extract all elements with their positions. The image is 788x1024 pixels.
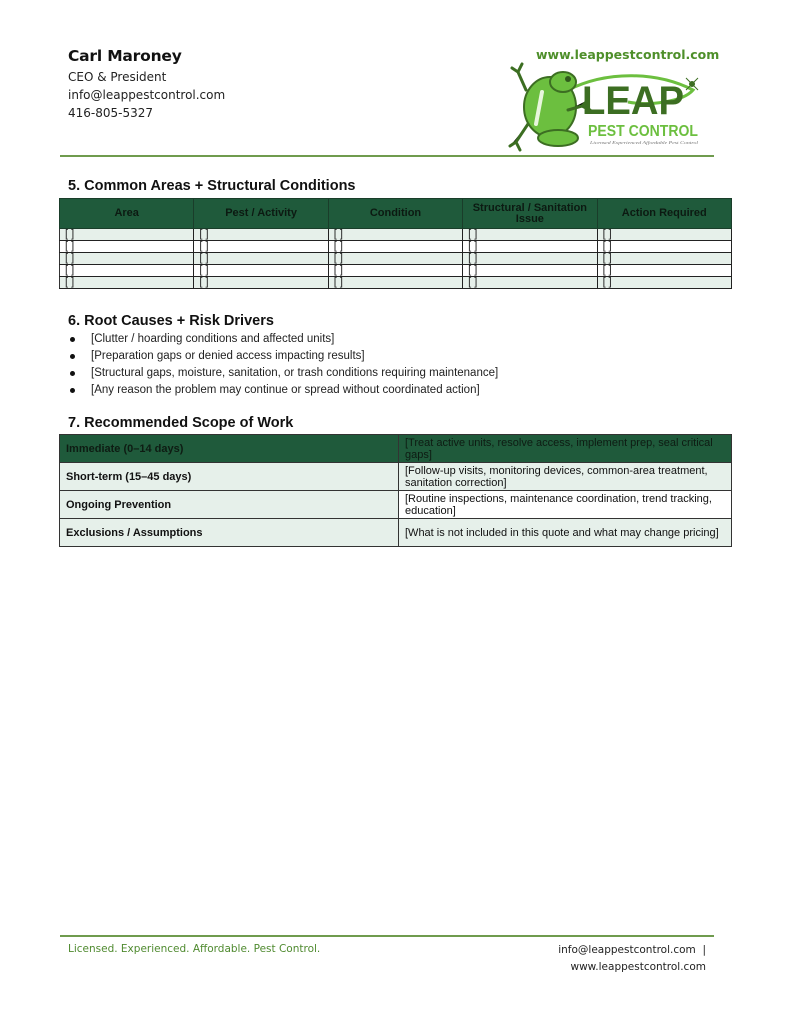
column-header-area: Area <box>60 199 194 229</box>
table-cell[interactable]: [ ] <box>463 229 597 241</box>
table-cell[interactable]: [ ] <box>194 229 328 241</box>
root-causes-list <box>68 331 498 399</box>
list-item-text: [Clutter / hoarding conditions and affected units] <box>91 333 335 345</box>
frog-logo-icon <box>508 62 718 152</box>
table-row <box>60 265 732 277</box>
column-header-pest-activity: Pest / Activity <box>194 199 328 229</box>
column-header-structural-issue: Structural / Sanitation Issue <box>463 199 597 229</box>
bullet-icon <box>70 354 75 359</box>
scope-value[interactable]: [Treat active units, resolve access, implement prep, seal critical gaps] <box>399 435 732 463</box>
table-cell[interactable]: [ ] <box>194 241 328 253</box>
bullet-icon <box>70 388 75 393</box>
header-website-link[interactable]: www.leappestcontrol.com <box>536 47 720 62</box>
list-item <box>68 348 498 365</box>
logo-wordmark: LEAP <box>582 79 684 123</box>
scope-label: Immediate (0–14 days) <box>60 435 399 463</box>
list-item <box>68 365 498 382</box>
table-row <box>60 491 732 519</box>
scope-value[interactable]: [What is not included in this quote and what may change pricing] <box>399 519 732 547</box>
table-cell[interactable]: [ ] <box>463 265 597 277</box>
table-cell[interactable]: [ ] <box>597 265 731 277</box>
scope-value[interactable]: [Routine inspections, maintenance coordination, trend tracking, education] <box>399 491 732 519</box>
table-cell[interactable]: [ ] <box>194 277 328 289</box>
list-item-text: [Any reason the problem may continue or spread without coordinated action] <box>91 384 480 396</box>
bullet-icon <box>70 371 75 376</box>
table-row <box>60 463 732 491</box>
logo-tagline: Licensed Experienced Affordable Pest Control <box>588 140 699 145</box>
list-item-text: [Structural gaps, moisture, sanitation, or trash conditions requiring maintenance] <box>91 367 499 379</box>
brand-block <box>508 44 718 154</box>
table-cell[interactable]: [ ] <box>597 229 731 241</box>
table-row <box>60 277 732 289</box>
scope-label: Ongoing Prevention <box>60 491 399 519</box>
table-header-row <box>60 199 732 229</box>
footer-website-link[interactable]: www.leappestcontrol.com <box>570 961 706 973</box>
table-cell[interactable]: [ ] <box>463 241 597 253</box>
scope-label: Short-term (15–45 days) <box>60 463 399 491</box>
letterhead <box>0 0 788 160</box>
logo-subtitle: PEST CONTROL <box>588 123 699 140</box>
table-cell[interactable]: [ ] <box>597 253 731 265</box>
table-cell[interactable]: [ ] <box>60 241 194 253</box>
header-divider <box>60 155 714 157</box>
contact-title: CEO & President <box>68 70 167 84</box>
table-row <box>60 519 732 547</box>
table-cell[interactable]: [ ] <box>328 241 462 253</box>
footer-separator: | <box>702 944 706 956</box>
table-cell[interactable]: [ ] <box>60 253 194 265</box>
table-row <box>60 241 732 253</box>
list-item <box>68 331 498 348</box>
table-cell[interactable]: [ ] <box>328 229 462 241</box>
table-cell[interactable]: [ ] <box>597 277 731 289</box>
scope-value[interactable]: [Follow-up visits, monitoring devices, common-area treatment, sanitation correction] <box>399 463 732 491</box>
footer-divider <box>60 935 714 937</box>
list-item <box>68 382 498 399</box>
bullet-icon <box>70 337 75 342</box>
table-cell[interactable]: [ ] <box>597 241 731 253</box>
column-header-action-required: Action Required <box>597 199 731 229</box>
table-cell[interactable]: [ ] <box>60 229 194 241</box>
scope-label: Exclusions / Assumptions <box>60 519 399 547</box>
footer-contact <box>558 942 706 976</box>
contact-phone: 416-805-5327 <box>68 106 154 120</box>
section5-title: 5. Common Areas + Structural Conditions <box>68 178 356 194</box>
footer-tagline: Licensed. Experienced. Affordable. Pest Control. <box>68 943 321 955</box>
table-cell[interactable]: [ ] <box>463 253 597 265</box>
table-cell[interactable]: [ ] <box>194 265 328 277</box>
table-cell[interactable]: [ ] <box>463 277 597 289</box>
table-row <box>60 229 732 241</box>
footer-email-link[interactable]: info@leappestcontrol.com <box>558 944 696 956</box>
table-cell[interactable]: [ ] <box>60 277 194 289</box>
column-header-condition: Condition <box>328 199 462 229</box>
scope-of-work-table <box>59 434 732 547</box>
contact-name: Carl Maroney <box>68 47 182 65</box>
section6-title: 6. Root Causes + Risk Drivers <box>68 313 274 329</box>
table-cell[interactable]: [ ] <box>194 253 328 265</box>
table-cell[interactable]: [ ] <box>328 277 462 289</box>
table-row <box>60 253 732 265</box>
contact-email[interactable]: info@leappestcontrol.com <box>68 88 226 102</box>
list-item-text: [Preparation gaps or denied access impacting results] <box>91 350 365 362</box>
table-row <box>60 435 732 463</box>
common-areas-table <box>59 198 732 289</box>
section7-title: 7. Recommended Scope of Work <box>68 415 294 431</box>
table-cell[interactable]: [ ] <box>328 265 462 277</box>
table-cell[interactable]: [ ] <box>60 265 194 277</box>
contact-block <box>68 47 225 122</box>
table-cell[interactable]: [ ] <box>328 253 462 265</box>
